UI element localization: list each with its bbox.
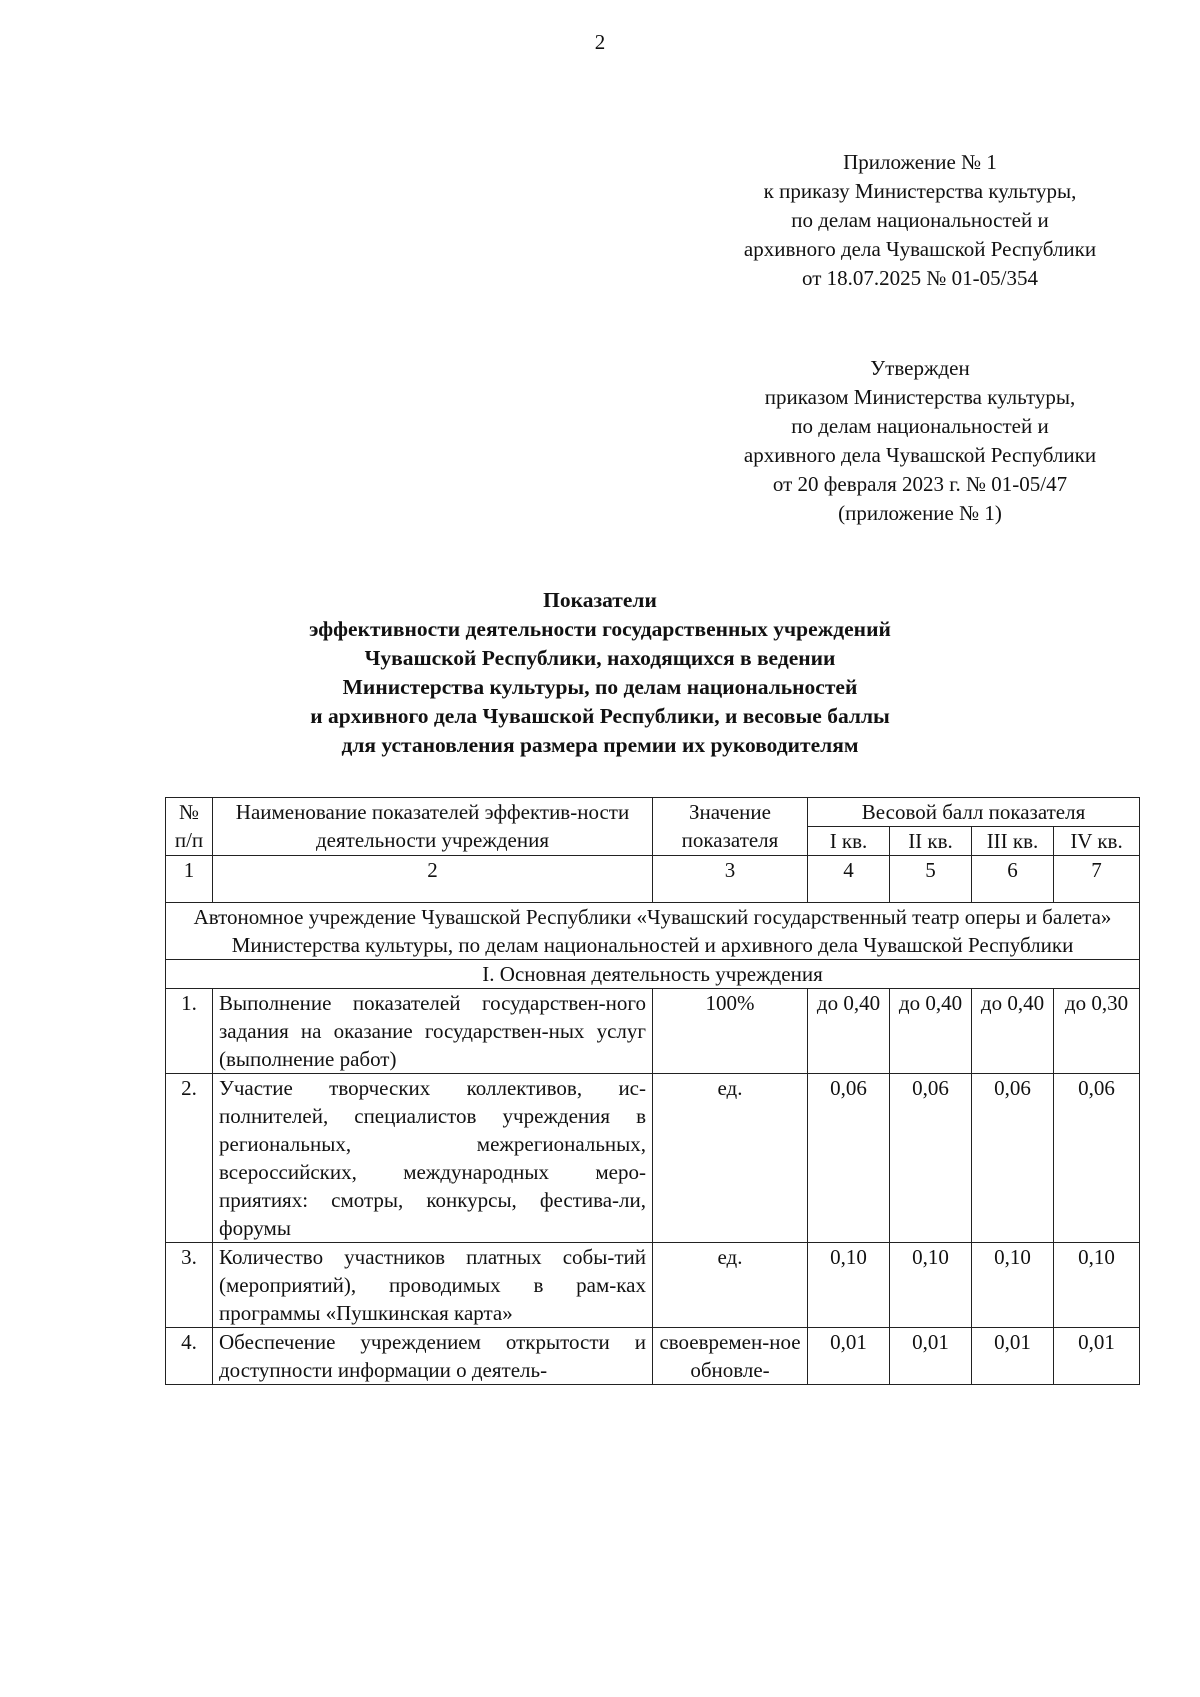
row-q2: 0,06 bbox=[890, 1074, 972, 1243]
column-number: 5 bbox=[890, 856, 972, 903]
document-title bbox=[0, 586, 1200, 760]
row-q3: 0,06 bbox=[972, 1074, 1054, 1243]
row-q3: до 0,40 bbox=[972, 989, 1054, 1074]
row-indicator-name: Количество участников платных собы-тий (мероприятий), проводимых в рам-ках программы «Пушкинская карта» bbox=[213, 1243, 653, 1328]
column-number: 2 bbox=[213, 856, 653, 903]
row-indicator-name: Выполнение показателей государствен-ного задания на оказание государствен-ных услуг (выполнение работ) bbox=[213, 989, 653, 1074]
row-num: 3. bbox=[166, 1243, 213, 1328]
approval-line: Утвержден bbox=[870, 356, 970, 380]
row-value: 100% bbox=[653, 989, 808, 1074]
row-q4: 0,06 bbox=[1054, 1074, 1140, 1243]
row-q1: 0,10 bbox=[808, 1243, 890, 1328]
row-indicator-name: Обеспечение учреждением открытости и доступности информации о деятель- bbox=[213, 1328, 653, 1385]
annex-reference bbox=[700, 148, 1140, 293]
table-row bbox=[166, 1243, 1140, 1328]
title-line: и архивного дела Чувашской Республики, и весовые баллы bbox=[310, 704, 890, 728]
column-number: 6 bbox=[972, 856, 1054, 903]
row-q4: до 0,30 bbox=[1054, 989, 1140, 1074]
row-value: ед. bbox=[653, 1243, 808, 1328]
approval-line: по делам национальностей и bbox=[791, 414, 1049, 438]
page-number: 2 bbox=[594, 30, 606, 54]
header-value: Значение показателя bbox=[653, 798, 808, 856]
title-line: Министерства культуры, по делам национальностей bbox=[342, 675, 858, 699]
annex-line: Приложение № 1 bbox=[843, 150, 997, 174]
row-value: своевремен-ное обновле- bbox=[653, 1328, 808, 1385]
column-number: 1 bbox=[166, 856, 213, 903]
title-line: эффективности деятельности государственных учреждений bbox=[309, 617, 891, 641]
header-num: № п/п bbox=[166, 798, 213, 856]
header-q1: I кв. bbox=[808, 827, 890, 856]
annex-line: по делам национальностей и bbox=[791, 208, 1049, 232]
row-q2: до 0,40 bbox=[890, 989, 972, 1074]
annex-line: от 18.07.2025 № 01-05/354 bbox=[801, 266, 1038, 290]
header-q4: IV кв. bbox=[1054, 827, 1140, 856]
table-row bbox=[166, 1328, 1140, 1385]
title-line: Чувашской Республики, находящихся в ведении bbox=[364, 646, 836, 670]
section-title: I. Основная деятельность учреждения bbox=[166, 960, 1140, 989]
approval-stamp bbox=[700, 354, 1140, 528]
row-indicator-name: Участие творческих коллективов, ис-полнителей, специалистов учреждения в региональных, межрегиональных, всероссийских, международных меро-приятиях: смотры, конкурсы, фестива-ли, форумы bbox=[213, 1074, 653, 1243]
header-q2: II кв. bbox=[890, 827, 972, 856]
row-q3: 0,10 bbox=[972, 1243, 1054, 1328]
table-header-row bbox=[166, 798, 1140, 827]
row-q1: 0,06 bbox=[808, 1074, 890, 1243]
indicators-table bbox=[165, 797, 1140, 1385]
row-q2: 0,10 bbox=[890, 1243, 972, 1328]
row-q1: до 0,40 bbox=[808, 989, 890, 1074]
column-number: 3 bbox=[653, 856, 808, 903]
row-q4: 0,10 bbox=[1054, 1243, 1140, 1328]
organization-row bbox=[166, 903, 1140, 960]
header-q3: III кв. bbox=[972, 827, 1054, 856]
title-line: для установления размера премии их руководителям bbox=[341, 733, 859, 757]
column-numbers-row bbox=[166, 856, 1140, 903]
approval-line: приказом Министерства культуры, bbox=[764, 385, 1076, 409]
row-q2: 0,01 bbox=[890, 1328, 972, 1385]
table-row bbox=[166, 989, 1140, 1074]
title-line: Показатели bbox=[543, 588, 657, 612]
organization-name: Автономное учреждение Чувашской Республики «Чувашский государственный театр оперы и балета» Министерства культуры, по делам национальностей и архивного дела Чувашской Республики bbox=[166, 903, 1140, 960]
approval-line: от 20 февраля 2023 г. № 01-05/47 bbox=[772, 472, 1068, 496]
row-num: 1. bbox=[166, 989, 213, 1074]
table-row bbox=[166, 1074, 1140, 1243]
header-name: Наименование показателей эффектив-ности деятельности учреждения bbox=[213, 798, 653, 856]
header-weight: Весовой балл показателя bbox=[808, 798, 1140, 827]
annex-line: к приказу Министерства культуры, bbox=[763, 179, 1077, 203]
annex-line: архивного дела Чувашской Республики bbox=[743, 237, 1097, 261]
row-num: 4. bbox=[166, 1328, 213, 1385]
section-row bbox=[166, 960, 1140, 989]
row-value: ед. bbox=[653, 1074, 808, 1243]
row-q4: 0,01 bbox=[1054, 1328, 1140, 1385]
column-number: 7 bbox=[1054, 856, 1140, 903]
approval-line: (приложение № 1) bbox=[838, 501, 1002, 525]
row-num: 2. bbox=[166, 1074, 213, 1243]
approval-line: архивного дела Чувашской Республики bbox=[743, 443, 1097, 467]
row-q1: 0,01 bbox=[808, 1328, 890, 1385]
row-q3: 0,01 bbox=[972, 1328, 1054, 1385]
column-number: 4 bbox=[808, 856, 890, 903]
